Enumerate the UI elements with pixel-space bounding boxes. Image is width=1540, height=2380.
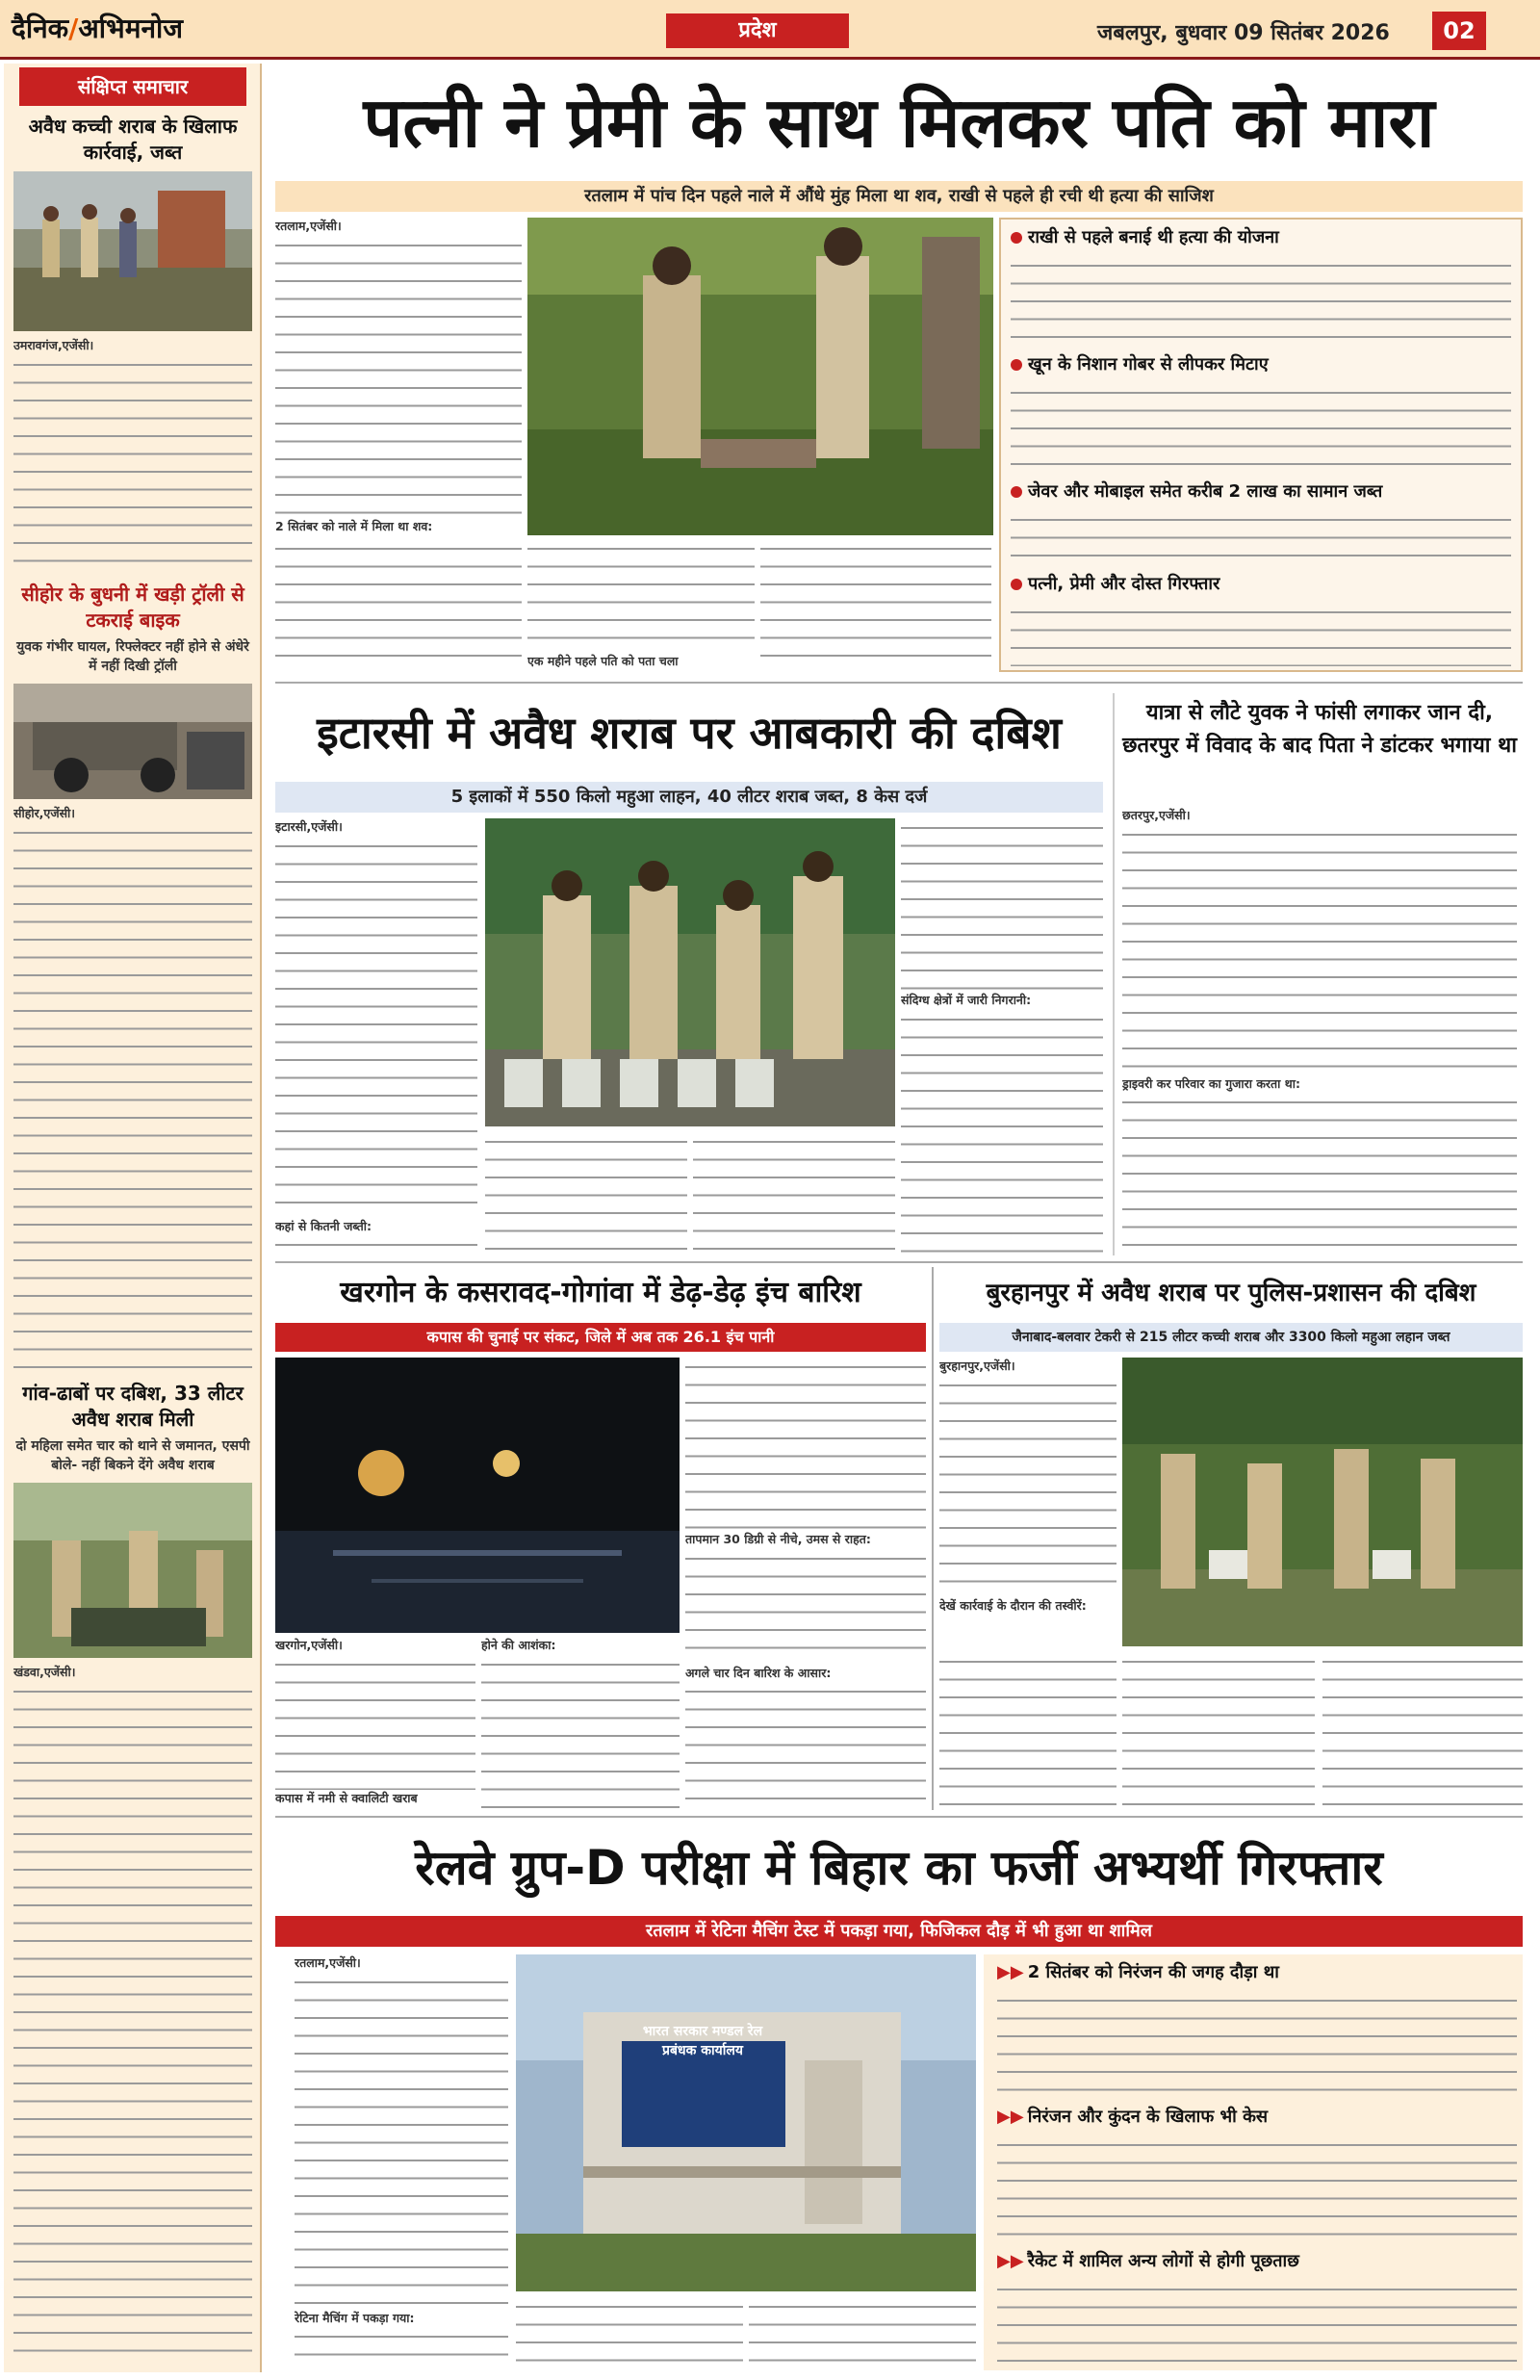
page-number: 02 [1432,12,1486,50]
story3-headline: यात्रा से लौटे युवक ने फांसी लगाकर जान दी, छतरपुर में विवाद के बाद पिता ने डांटकर भगाया था [1122,701,1517,758]
sidebar-story-body: सीहोर,एजेंसी। [13,805,252,1375]
divider [275,1816,1523,1818]
sidebar-heading: संक्षिप्त समाचार [19,67,246,106]
story4-body: होने की आशंका: [481,1637,680,1810]
sidebar-story-title: अवैध कच्ची शराब के खिलाफ कार्रवाई, जब्त [28,115,238,164]
story6-subhead: ▶▶ रैकेट में शामिल अन्य लोगों से होगी पूछताछ [997,2251,1299,2271]
story6-body: रतलाम,एजेंसी। रेटिना मैचिंग में पकड़ा गया: [295,1954,508,2370]
railway-office-sign: भारत सरकार मण्डल रेल प्रबंधक कार्यालय [642,2024,763,2058]
story1-subhead: पत्नी, प्रेमी और दोस्त गिरफ्तार [1011,572,1511,597]
divider [275,1261,1523,1263]
story1-body: एक महीने पहले पति को पता चला [527,539,755,672]
divider [932,1267,934,1810]
story5-body [1322,1652,1523,1810]
story6-body [997,1991,1517,2099]
story1-body [275,539,522,672]
story1-headline: पत्नी ने प्रेमी के साथ मिलकर पति को मारा [363,82,1435,163]
story5-photo-police-raid [1122,1358,1523,1646]
sidebar-story-body: खंडवा,एजेंसी। [13,1664,252,2367]
story1-body [760,539,991,672]
story2-body [485,1132,687,1255]
sidebar-story-title: गांव-ढाबों पर दबिश, 33 लीटर अवैध शराब मिली [22,1382,244,1431]
story2-body [693,1132,895,1255]
story5-headline: बुरहानपुर में अवैध शराब पर पुलिस-प्रशासन की दबिश [986,1279,1476,1307]
sidebar-photo-dhaba-raid [13,1483,252,1658]
story1-subhead: जेवर और मोबाइल समेत करीब 2 लाख का सामान जब्त [1011,479,1511,504]
story2-photo-excise-team [485,818,895,1126]
sidebar-story-body: उमरावगंज,एजेंसी। [13,337,252,576]
story1-body [1011,383,1511,474]
story1-deck: रतलाम में पांच दिन पहले नाले में औंधे मुंह मिला था शव, राखी से पहले ही रची थी हत्या की साजिश [275,181,1523,212]
story5-deck: जैनाबाद-बलवार टेकरी से 215 लीटर कच्ची शराब और 3300 किलो महुआ लहान जब्त [939,1323,1523,1352]
sidebar-story-subtitle: दो महिला समेत चार को थाने से जमानत, एसपी बोले- नहीं बिकने देंगे अवैध शराब [15,1438,250,1473]
story1-body [1011,510,1511,568]
story5-body: बुरहानपुर,एजेंसी। देखें कार्रवाई के दौरान की तस्वीरें: [939,1358,1116,1646]
sidebar-story-title: सीहोर के बुधनी में खड़ी ट्रॉली से टकराई बाइक [21,582,244,632]
story6-photo-railway-office [516,1954,976,2291]
story5-body [939,1652,1116,1810]
story6-body [749,2297,976,2370]
story6-subhead: ▶▶ 2 सितंबर को निरंजन की जगह दौड़ा था [997,1962,1279,1982]
story3-body: छतरपुर,एजेंसी। ड्राइवरी कर परिवार का गुजारा करता था: [1122,807,1517,1252]
dateline: जबलपुर, बुधवार 09 सितंबर 2026 [1097,21,1390,45]
story6-body [516,2297,743,2370]
sidebar-photo-bike-accident [13,684,252,799]
story4-photo-rain-night [275,1358,680,1633]
sidebar-photo-liquor-raid [13,171,252,331]
story1-body [1011,603,1511,666]
story2-body: इटारसी,एजेंसी। कहां से कितनी जब्ती: [275,818,477,1255]
story6-body [997,2280,1517,2367]
story6-body [997,2135,1517,2243]
story4-body: खरगोन,एजेंसी। कपास में नमी से क्वालिटी खराब [275,1637,475,1810]
divider [275,682,1523,684]
sidebar-story-subtitle: युवक गंभीर घायल, रिफ्लेक्टर नहीं होने से अंधेरे में नहीं दिखी ट्रॉली [16,639,249,674]
story2-headline: इटारसी में अवैध शराब पर आबकारी की दबिश [317,707,1062,759]
story1-body: रतलाम,एजेंसी। [275,218,522,514]
story1-photo-crime-scene [527,218,993,535]
story2-deck: 5 इलाकों में 550 किलो महुआ लाहन, 40 लीटर शराब जब्त, 8 केस दर्ज [275,782,1103,813]
newspaper-logo: दैनिक/अभिमनोज [12,13,184,44]
story1-subhead: राखी से पहले बनाई थी हत्या की योजना [1011,225,1511,250]
story6-headline: रेलवे ग्रुप-D परीक्षा में बिहार का फर्जी अभ्यर्थी गिरफ्तार [415,1840,1383,1896]
story6-subhead: ▶▶ निरंजन और कुंदन के खिलाफ भी केस [997,2107,1269,2127]
story4-headline: खरगोन के कसरावद-गोगांवा में डेढ़-डेढ़ इंच बारिश [340,1276,861,1309]
story2-body: संदिग्ध क्षेत्रों में जारी निगरानी: [901,818,1103,1255]
section-label: प्रदेश [666,13,849,48]
story1-inline-heading: 2 सितंबर को नाले में मिला था शव: [275,519,433,533]
story1-subhead: खून के निशान गोबर से लीपकर मिटाए [1011,352,1511,377]
story5-body [1122,1652,1315,1810]
story1-body [1011,256,1511,347]
story4-deck: कपास की चुनाई पर संकट, जिले में अब तक 26.1 इंच पानी [275,1323,926,1352]
story4-body: तापमान 30 डिग्री से नीचे, उमस से राहत: अगले चार दिन बारिश के आसार: [685,1358,926,1810]
story6-deck: रतलाम में रेटिना मैचिंग टेस्ट में पकड़ा गया, फिजिकल दौड़ में भी हुआ था शामिल [275,1916,1523,1947]
